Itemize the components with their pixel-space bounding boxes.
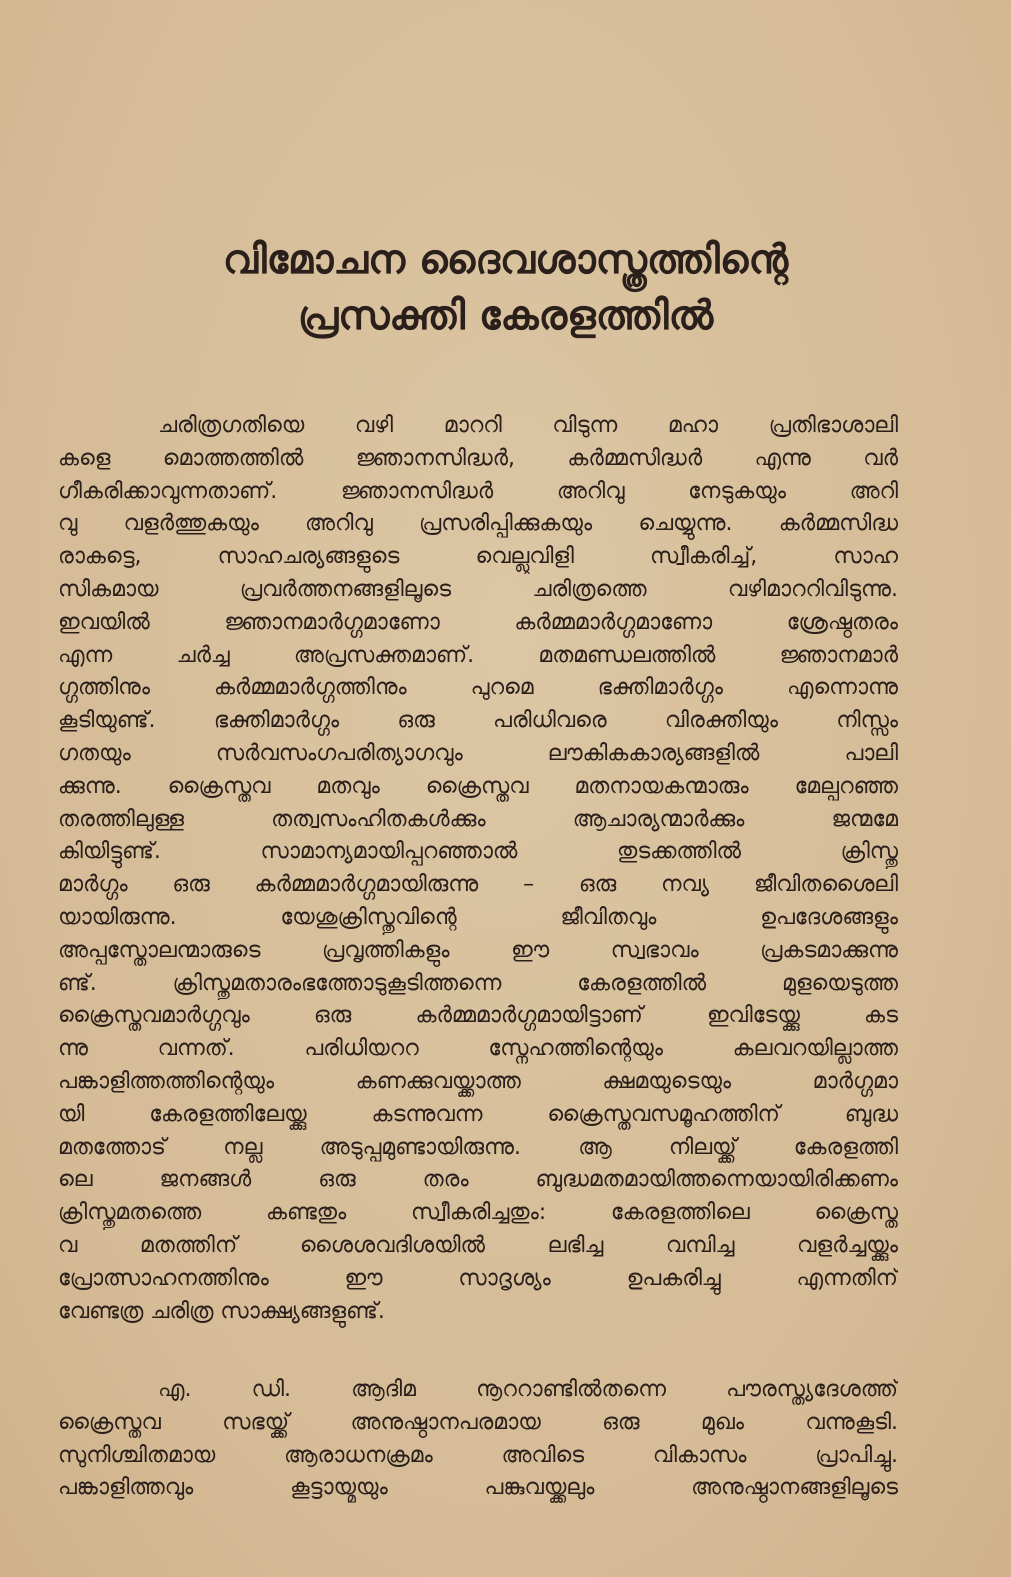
text-line: ലെ ജനങ്ങൾ ഒരു തരം ബുദ്ധമതമായിത്തന്നെയായിരിക്കണം: [58, 1167, 898, 1193]
text-line: കൂടിയുണ്ട്. ഭക്തിമാർഗ്ഗം ഒരു പരിധിവരെ വിരക്തിയും നിസ്സം: [58, 708, 898, 734]
paragraph-1: [58, 410, 898, 1328]
text-line: മാർഗ്ഗം ഒരു കർമ്മമാർഗ്ഗമായിരുന്നു – ഒരു നവ്യ ജീവിതശൈലി: [58, 872, 898, 898]
text-line: എന്ന ചർച്ച അപ്രസക്തമാണ്. മതമണ്ഡലത്തിൽ ജ്ഞാനമാർ: [58, 642, 898, 668]
article-title-line-2: പ്രസക്തി കേരളത്തിൽ: [297, 293, 714, 339]
text-line: ക്രിസ്തുമതത്തെ കണ്ടതും സ്വീകരിച്ചതും: കേരളത്തിലെ ക്രൈസ്ത: [58, 1200, 898, 1226]
text-line: തരത്തിലുള്ള തത്വസംഹിതകൾക്കും ആചാര്യന്മാർക്കും ജന്മമേ: [58, 806, 898, 832]
text-line: അപ്പസ്തോലന്മാരുടെ പ്രവൃത്തികളും ഈ സ്വഭാവം പ്രകടമാക്കുന്നു: [58, 937, 898, 963]
paragraph-2: [58, 1374, 898, 1505]
text-line: കിയിട്ടുണ്ട്. സാമാന്യമായിപ്പറഞ്ഞാൽ തുടക്കത്തിൽ ക്രിസ്തു: [58, 839, 898, 865]
text-line: സുനിശ്ചിതമായ ആരാധനക്രമം അവിടെ വികാസം പ്രാപിച്ചു.: [58, 1442, 898, 1468]
article-title-line-1: വിമോചന ദൈവശാസ്ത്രത്തിന്റെ: [222, 237, 789, 283]
text-line: ക്രൈസ്തവമാർഗ്ഗവും ഒരു കർമ്മമാർഗ്ഗമായിട്ടാണ് ഇവിടേയ്ക്കു കട: [58, 1003, 898, 1029]
text-line: വു വളർത്തുകയും അറിവു പ്രസരിപ്പിക്കുകയും ചെയ്യുന്നു. കർമ്മസിദ്ധ: [58, 511, 898, 537]
text-line: യായിരുന്നു. യേശുക്രിസ്തുവിന്റെ ജീവിതവും ഉപദേശങ്ങളും: [58, 904, 898, 930]
text-line: രാകട്ടെ, സാഹചര്യങ്ങളുടെ വെല്ലുവിളി സ്വീകരിച്ച്, സാഹ: [58, 544, 898, 570]
text-line: ക്കുന്നു. ക്രൈസ്തവ മതവും ക്രൈസ്തവ മതനായകന്മാരും മേല്പറഞ്ഞ: [58, 773, 898, 799]
text-line: പ്രോത്സാഹനത്തിനും ഈ സാദൃശ്യം ഉപകരിച്ചു എന്നതിന്: [58, 1265, 898, 1291]
text-line: ചരിത്രഗതിയെ വഴി മാററി വിടുന്ന മഹാ പ്രതിഭാശാലി: [158, 413, 898, 438]
text-line: ണ്ട്. ക്രിസ്തുമതാരംഭത്തോടുകൂടിത്തന്നെ കേരളത്തിൽ മുളയെടുത്ത: [58, 970, 898, 996]
text-line: ഇവയിൽ ജ്ഞാനമാർഗ്ഗമാണോ കർമ്മമാർഗ്ഗമാണോ ശ്രേഷ്ഠതരം: [58, 609, 898, 635]
text-line: സികമായ പ്രവർത്തനങ്ങളിലൂടെ ചരിത്രത്തെ വഴിമാററിവിടുന്നു.: [58, 576, 898, 602]
text-line: ഗ്ഗത്തിനും കർമ്മമാർഗ്ഗത്തിനും പുറമെ ഭക്തിമാർഗ്ഗം എന്നൊന്നു: [58, 675, 898, 701]
text-line: വേണ്ടത്ര ചരിത്ര സാക്ഷ്യങ്ങളുണ്ട്.: [58, 1298, 385, 1324]
text-line: എ. ഡി. ആദിമ നൂററാണ്ടിൽതന്നെ പൗരസ്ത്യദേശത്ത്: [158, 1377, 898, 1402]
text-line: ഗീകരിക്കാവുന്നതാണ്. ജ്ഞാനസിദ്ധർ അറിവു നേടുകയും അറി: [58, 478, 898, 504]
text-line: കളെ മൊത്തത്തിൽ ജ്ഞാനസിദ്ധർ, കർമ്മസിദ്ധർ എന്നു വർ: [58, 445, 898, 471]
text-line: മതത്തോട് നല്ല അടുപ്പമുണ്ടായിരുന്നു. ആ നിലയ്ക്ക് കേരളത്തി: [58, 1134, 898, 1160]
text-line: ഗതയും സർവസംഗപരിത്യാഗവും ലൗകികകാര്യങ്ങളിൽ പാലി: [58, 740, 898, 766]
text-line: പങ്കാളിത്തത്തിന്റെയും കണക്കുവയ്ക്കാത്ത ക്ഷമയുടെയും മാർഗ്ഗമാ: [58, 1068, 898, 1094]
text-line: വ മതത്തിന് ശൈശവദിശയിൽ ലഭിച്ച വമ്പിച്ച വളർച്ചയ്ക്കും: [58, 1232, 898, 1258]
text-line: ന്നു വന്നത്. പരിധിയററ സ്നേഹത്തിന്റെയും കലവറയില്ലാത്ത: [58, 1036, 898, 1062]
text-line: ക്രൈസ്തവ സഭയ്ക്ക് അനുഷ്ഠാനപരമായ ഒരു മുഖം വന്നുകൂടി.: [58, 1409, 898, 1435]
text-line: പങ്കാളിത്തവും കൂട്ടായ്മയും പങ്കുവയ്ക്കലും അനുഷ്ഠാനങ്ങളിലൂടെ: [58, 1475, 898, 1501]
text-line: യി കേരളത്തിലേയ്ക്കു കടന്നുവന്ന ക്രൈസ്തവസമൂഹത്തിന് ബുദ്ധ: [58, 1101, 898, 1127]
